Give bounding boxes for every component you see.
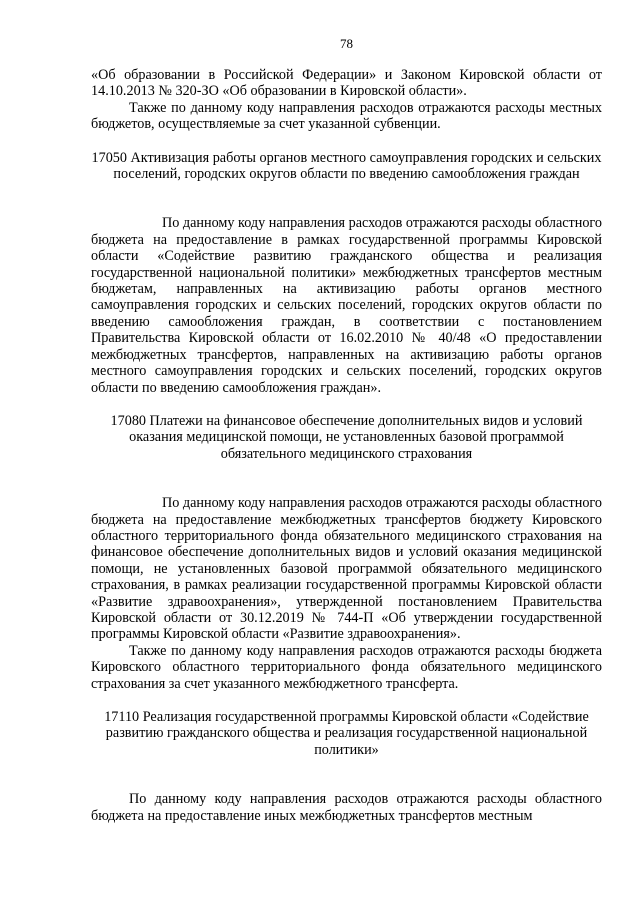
paragraph-local-budgets: Также по данному коду направления расходов отражаются расходы местных бюджетов, осуществляемые за счет указанной субвенции. — [91, 99, 602, 133]
paragraph-continuation: «Об образовании в Российской Федерации» и Законом Кировской области от 14.10.2013 № 320-ЗО «Об образовании в Кировской области». — [91, 67, 602, 100]
paragraph-17080-fund: Также по данному коду направления расходов отражаются расходы бюджета Кировского областного территориального фонда обязательного медицинского страхования за счет указанного межбюджетного трансферта. — [91, 642, 602, 692]
section-heading-17050: 17050 Активизация работы органов местного самоуправления городских и сельских поселений, городских округов области по введению самообложения граждан — [91, 149, 602, 183]
page-number: 78 — [340, 36, 353, 51]
section-heading-17110: 17110 Реализация государственной программы Кировской области «Содействие развитию гражданского общества и реализация государственной национальной политики» — [104, 709, 589, 758]
document-page — [91, 36, 602, 824]
paragraph-17050-description: По данному коду направления расходов отражаются расходы областного бюджета на предоставление в рамках государственной программы Кировской области «Содействие развитию гражданского общества и реализация государственной национальной политики» межбюджетных трансфертов местным бюджетам, направленных на активизацию работы органов местного самоуправления городских и сельских поселений, городских округов области по введению самообложения граждан, в соответствии с постановлением Правительства Кировской области от 16.02.2010 № 40/48 «О предоставлении межбюджетных трансфертов, направленных на активизацию работы органов местного самоуправления городских и сельских поселений, городских округов области по введению самообложения граждан». — [91, 215, 602, 396]
paragraph-17080-description: По данному коду направления расходов отражаются расходы областного бюджета на предоставление межбюджетных трансфертов бюджету Кировского областного территориального фонда обязательного медицинского страхования на финансовое обеспечение дополнительных видов и условий оказания медицинской помощи, не установленных базовой программой обязательного медицинского страхования, в рамках реализации государственной программы Кировской области «Развитие здравоохранения», утвержденной постановлением Правительства Кировской области от 30.12.2019 № 744-П «Об утверждении государственной программы Кировской области «Развитие здравоохранения». — [91, 495, 602, 643]
section-heading-17080: 17080 Платежи на финансовое обеспечение дополнительных видов и условий оказания медицинской помощи, не установленных базовой программой обязательного медицинского страхования — [110, 412, 583, 462]
paragraph-17110-description: По данному коду направления расходов отражаются расходы областного бюджета на предоставление иных межбюджетных трансфертов местным — [91, 791, 602, 824]
